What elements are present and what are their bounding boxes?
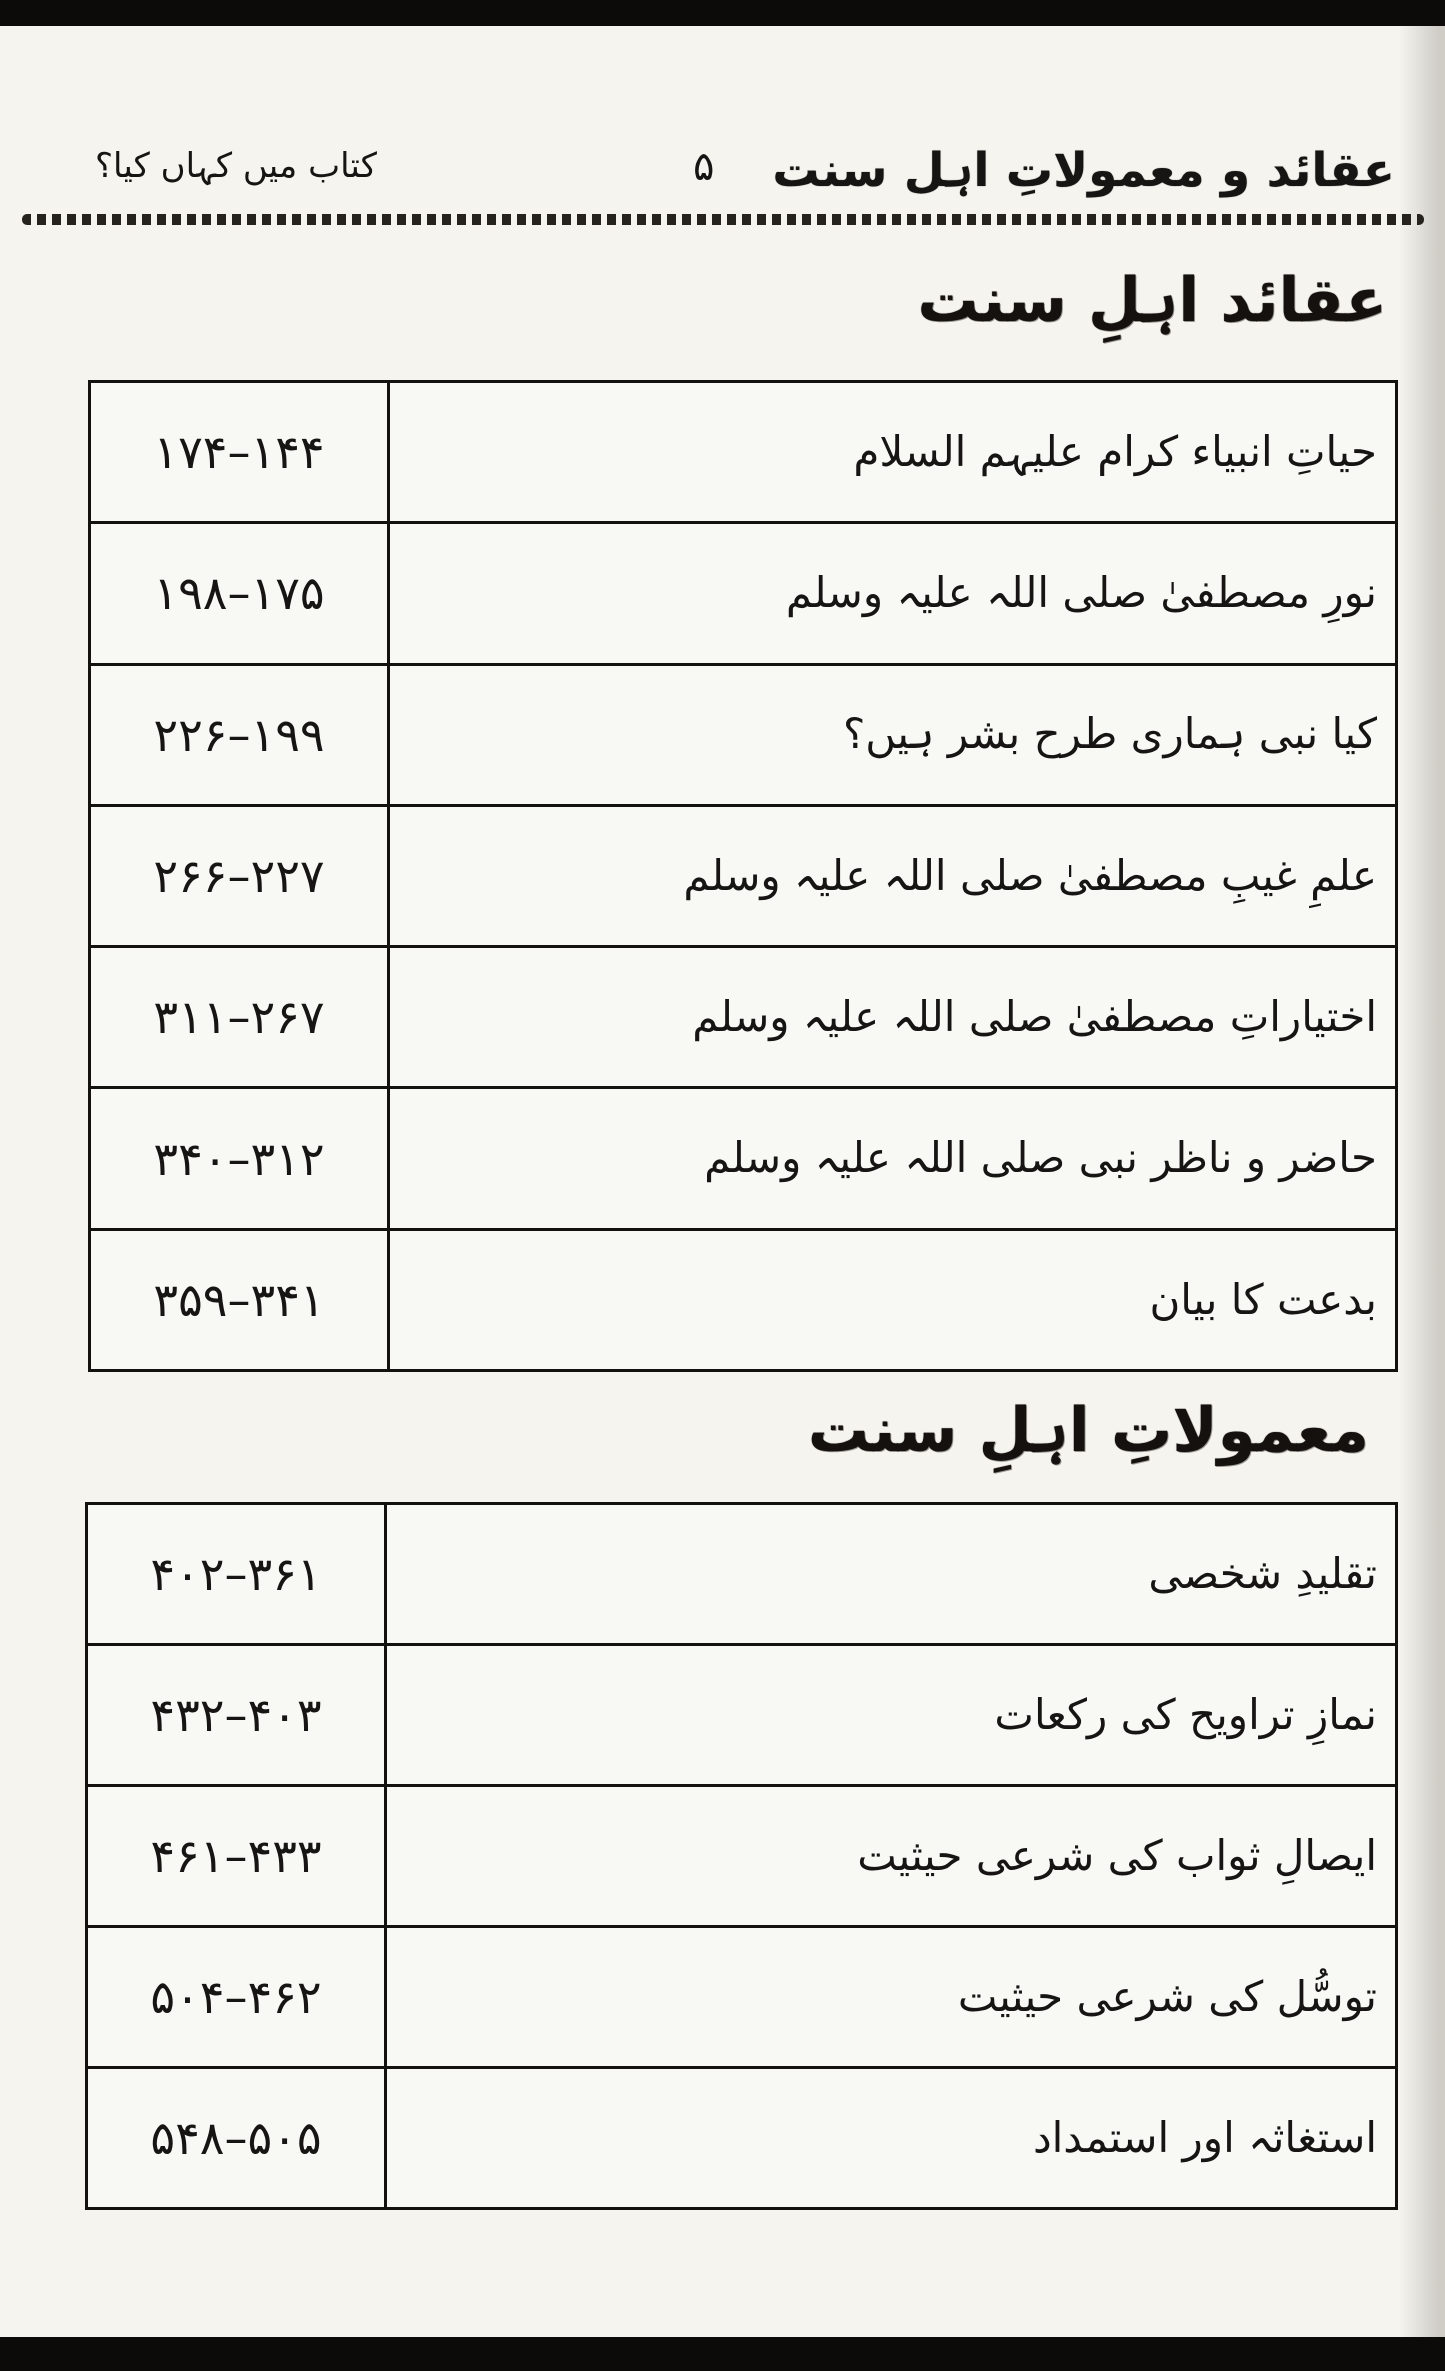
pages-cell: ۲۶۶–۲۲۷ — [91, 807, 390, 945]
pages-cell: ۱۷۴–۱۴۴ — [91, 383, 390, 521]
pages-cell: ۳۱۱–۲۶۷ — [91, 948, 390, 1086]
title-cell: حاضر و ناظر نبی صلی اللہ علیہ وسلم — [704, 1133, 1377, 1183]
pages-cell: ۱۹۸–۱۷۵ — [91, 524, 390, 662]
table-row — [88, 2066, 1395, 2207]
header-left-text: کتاب میں کہاں کیا؟ — [95, 146, 377, 186]
table-row — [88, 1784, 1395, 1925]
scan-gutter-shadow — [1399, 26, 1445, 2337]
table-row — [91, 945, 1395, 1086]
pages-cell: ۳۵۹–۳۴۱ — [91, 1231, 390, 1369]
pages-cell: ۴۳۲–۴۰۳ — [88, 1646, 387, 1784]
pages-cell: ۵۰۴–۴۶۲ — [88, 1928, 387, 2066]
page-number: ۵ — [693, 144, 715, 190]
table-row — [91, 804, 1395, 945]
section-heading-aqaid: عقائد اہلِ سنت — [917, 265, 1387, 336]
table-row — [88, 1925, 1395, 2066]
title-cell: علمِ غیبِ مصطفیٰ صلی اللہ علیہ وسلم — [683, 850, 1377, 900]
title-cell: ایصالِ ثواب کی شرعی حیثیت — [857, 1830, 1377, 1880]
table-row — [91, 663, 1395, 804]
contents-table-mamulat — [85, 1502, 1398, 2210]
table-row — [91, 521, 1395, 662]
title-cell: نمازِ تراویح کی رکعات — [994, 1689, 1377, 1739]
pages-cell: ۲۲۶–۱۹۹ — [91, 666, 390, 804]
pages-cell: ۵۴۸–۵۰۵ — [88, 2069, 387, 2207]
page-header — [95, 96, 1399, 200]
scan-edge-top — [0, 0, 1445, 26]
title-cell: نورِ مصطفیٰ صلی اللہ علیہ وسلم — [785, 568, 1377, 618]
title-cell: تقلیدِ شخصی — [1148, 1548, 1377, 1598]
table-row — [91, 1086, 1395, 1227]
dotted-separator — [22, 214, 1424, 225]
table-row — [88, 1505, 1395, 1643]
scan-edge-bottom — [0, 2337, 1445, 2371]
pages-cell: ۴۶۱–۴۳۳ — [88, 1787, 387, 1925]
table-row — [88, 1643, 1395, 1784]
contents-table-aqaid — [88, 380, 1398, 1372]
title-cell: کیا نبی ہماری طرح بشر ہیں؟ — [842, 709, 1377, 759]
title-cell: حیاتِ انبیاء کرام علیہم السلام — [853, 426, 1377, 476]
title-cell: بدعت کا بیان — [1149, 1274, 1377, 1324]
title-cell: اختیاراتِ مصطفیٰ صلی اللہ علیہ وسلم — [692, 992, 1377, 1042]
title-cell: استغاثہ اور استمداد — [1032, 2112, 1377, 2162]
pages-cell: ۳۴۰–۳۱۲ — [91, 1089, 390, 1227]
table-row — [91, 383, 1395, 521]
table-row — [91, 1228, 1395, 1369]
section-heading-mamulat: معمولاتِ اہلِ سنت — [807, 1395, 1369, 1466]
header-right-text: عقائد و معمولاتِ اہل سنت — [772, 143, 1395, 198]
pages-cell: ۴۰۲–۳۶۱ — [88, 1505, 387, 1643]
title-cell: توسُّل کی شرعی حیثیت — [957, 1971, 1377, 2021]
